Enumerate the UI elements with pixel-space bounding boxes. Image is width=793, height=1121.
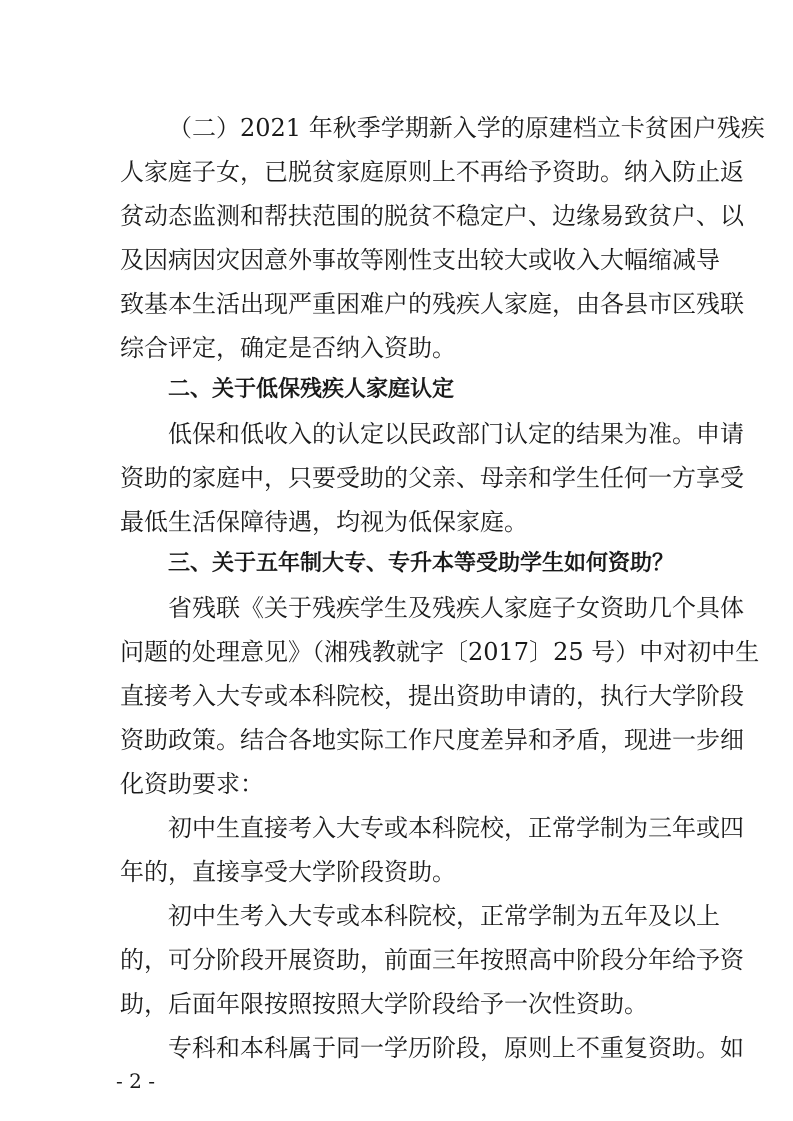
- paragraph-1-line-3: 贫动态监测和帮扶范围的脱贫不稳定户、边缘易致贫户、以: [120, 202, 744, 230]
- section-heading-3: 三、关于五年制大专、专升本等受助学生如何资助？: [168, 551, 675, 576]
- paragraph-2-line-2: 资助的家庭中，只要受助的父亲、母亲和学生任何一方享受: [120, 464, 744, 492]
- paragraph-3-line-5: 化资助要求：: [120, 770, 264, 798]
- paragraph-3-line-2: 问题的处理意见》（湘残教就字〔2017〕25 号）中对初中生: [120, 638, 760, 666]
- paragraph-1-line-5: 致基本生活出现严重困难户的残疾人家庭，由各县市区残联: [120, 290, 744, 318]
- paragraph-4-line-2: 年的，直接享受大学阶段资助。: [120, 858, 456, 886]
- page-number: - 2 -: [116, 1069, 155, 1093]
- paragraph-5-line-1: 初中生考入大专或本科院校，正常学制为五年及以上: [168, 902, 720, 930]
- paragraph-3-line-4: 资助政策。结合各地实际工作尺度差异和矛盾，现进一步细: [120, 726, 744, 754]
- paragraph-1-line-1: （二）2021 年秋季学期新入学的原建档立卡贫困户残疾: [168, 114, 765, 142]
- paragraph-3-line-1: 省残联《关于残疾学生及残疾人家庭子女资助几个具体: [168, 594, 744, 622]
- paragraph-1-line-2: 人家庭子女，已脱贫家庭原则上不再给予资助。纳入防止返: [120, 158, 744, 186]
- paragraph-5-line-2: 的，可分阶段开展资助，前面三年按照高中阶段分年给予资: [120, 946, 744, 974]
- paragraph-4-line-1: 初中生直接考入大专或本科院校，正常学制为三年或四: [168, 814, 744, 842]
- paragraph-2-line-3: 最低生活保障待遇，均视为低保家庭。: [120, 508, 528, 536]
- paragraph-5-line-3: 助，后面年限按照按照大学阶段给予一次性资助。: [120, 990, 648, 1018]
- paragraph-1-line-4: 及因病因灾因意外事故等刚性支出较大或收入大幅缩减导: [120, 246, 720, 274]
- paragraph-6-line-1: 专科和本科属于同一学历阶段，原则上不重复资助。如: [168, 1034, 744, 1062]
- section-heading-2: 二、关于低保残疾人家庭认定: [168, 377, 455, 402]
- paragraph-3-line-3: 直接考入大专或本科院校，提出资助申请的，执行大学阶段: [120, 682, 744, 710]
- paragraph-1-line-6: 综合评定，确定是否纳入资助。: [120, 334, 456, 362]
- paragraph-2-line-1: 低保和低收入的认定以民政部门认定的结果为准。申请: [168, 420, 744, 448]
